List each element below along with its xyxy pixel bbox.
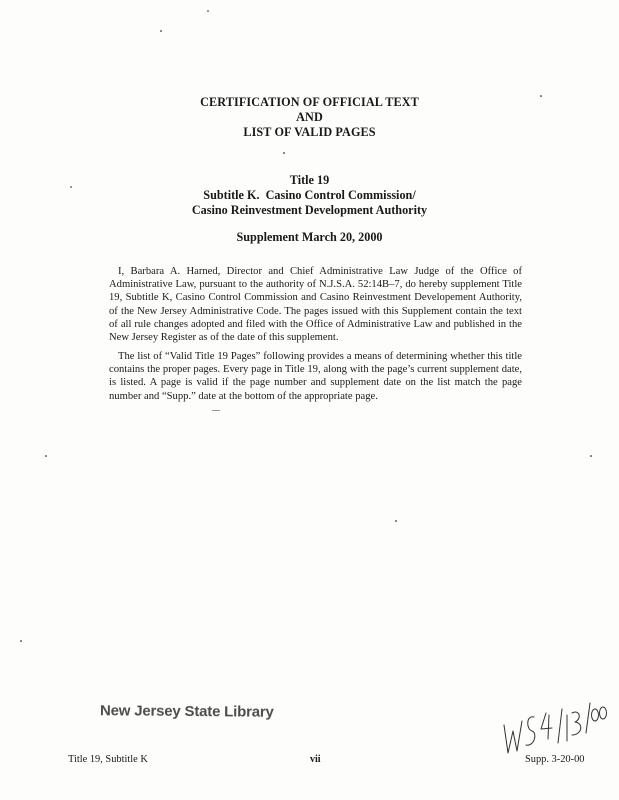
- scan-speck: [540, 95, 542, 97]
- scan-speck: [283, 152, 285, 154]
- certification-heading-line-3: LIST OF VALID PAGES: [243, 125, 376, 139]
- scan-speck: [20, 640, 22, 642]
- footer-supplement-date: Supp. 3-20-00: [525, 754, 585, 765]
- subtitle-line-2: Casino Reinvestment Development Authority: [191, 203, 428, 217]
- scan-speck: [70, 186, 72, 188]
- title-number: Title 19: [289, 173, 330, 187]
- scan-speck: [212, 410, 220, 411]
- subtitle-line-1: Subtitle K. Casino Control Commission/: [203, 188, 416, 202]
- scan-speck: [207, 10, 209, 12]
- certification-heading-line-2: AND: [296, 110, 323, 124]
- certification-heading: [0, 95, 619, 140]
- title-block: [0, 173, 619, 218]
- footer-page-number: vii: [310, 754, 321, 765]
- footer-title: Title 19, Subtitle K: [68, 754, 148, 765]
- supplement-date-heading: Supplement March 20, 2000: [236, 230, 383, 244]
- scan-speck: [45, 455, 47, 457]
- library-stamp: New Jersey State Library: [99, 702, 274, 721]
- scan-speck: [395, 520, 397, 522]
- scan-speck: [590, 455, 592, 457]
- certification-heading-line-1: CERTIFICATION OF OFFICIAL TEXT: [200, 95, 419, 109]
- certification-paragraph: I, Barbara A. Harned, Director and Chief Administrative Law Judge of the Office of Administrative Law, pursuant to the authority of N.J.S.A. 52:14B–7, do hereby supplement Title 19, Subtitle K, Casino Control Commission and Casino Reinvestment Developement Authority, of the New Jersey Administrative Code. The pages issued with this Supplement contain the text of all rule changes adopted and filed with the Office of Administrative Law and published in the New Jersey Register as of the date of this supplement.: [109, 266, 522, 344]
- valid-pages-paragraph: The list of “Valid Title 19 Pages” following provides a means of determining whether this title contains the proper pages. Every page in Title 19, along with the page’s current supplement date, is listed. A page is valid if the page number and supplement date on the list match the page number and “Supp.” date at the bottom of the appropriate page.: [109, 351, 522, 402]
- scan-speck: [160, 30, 162, 32]
